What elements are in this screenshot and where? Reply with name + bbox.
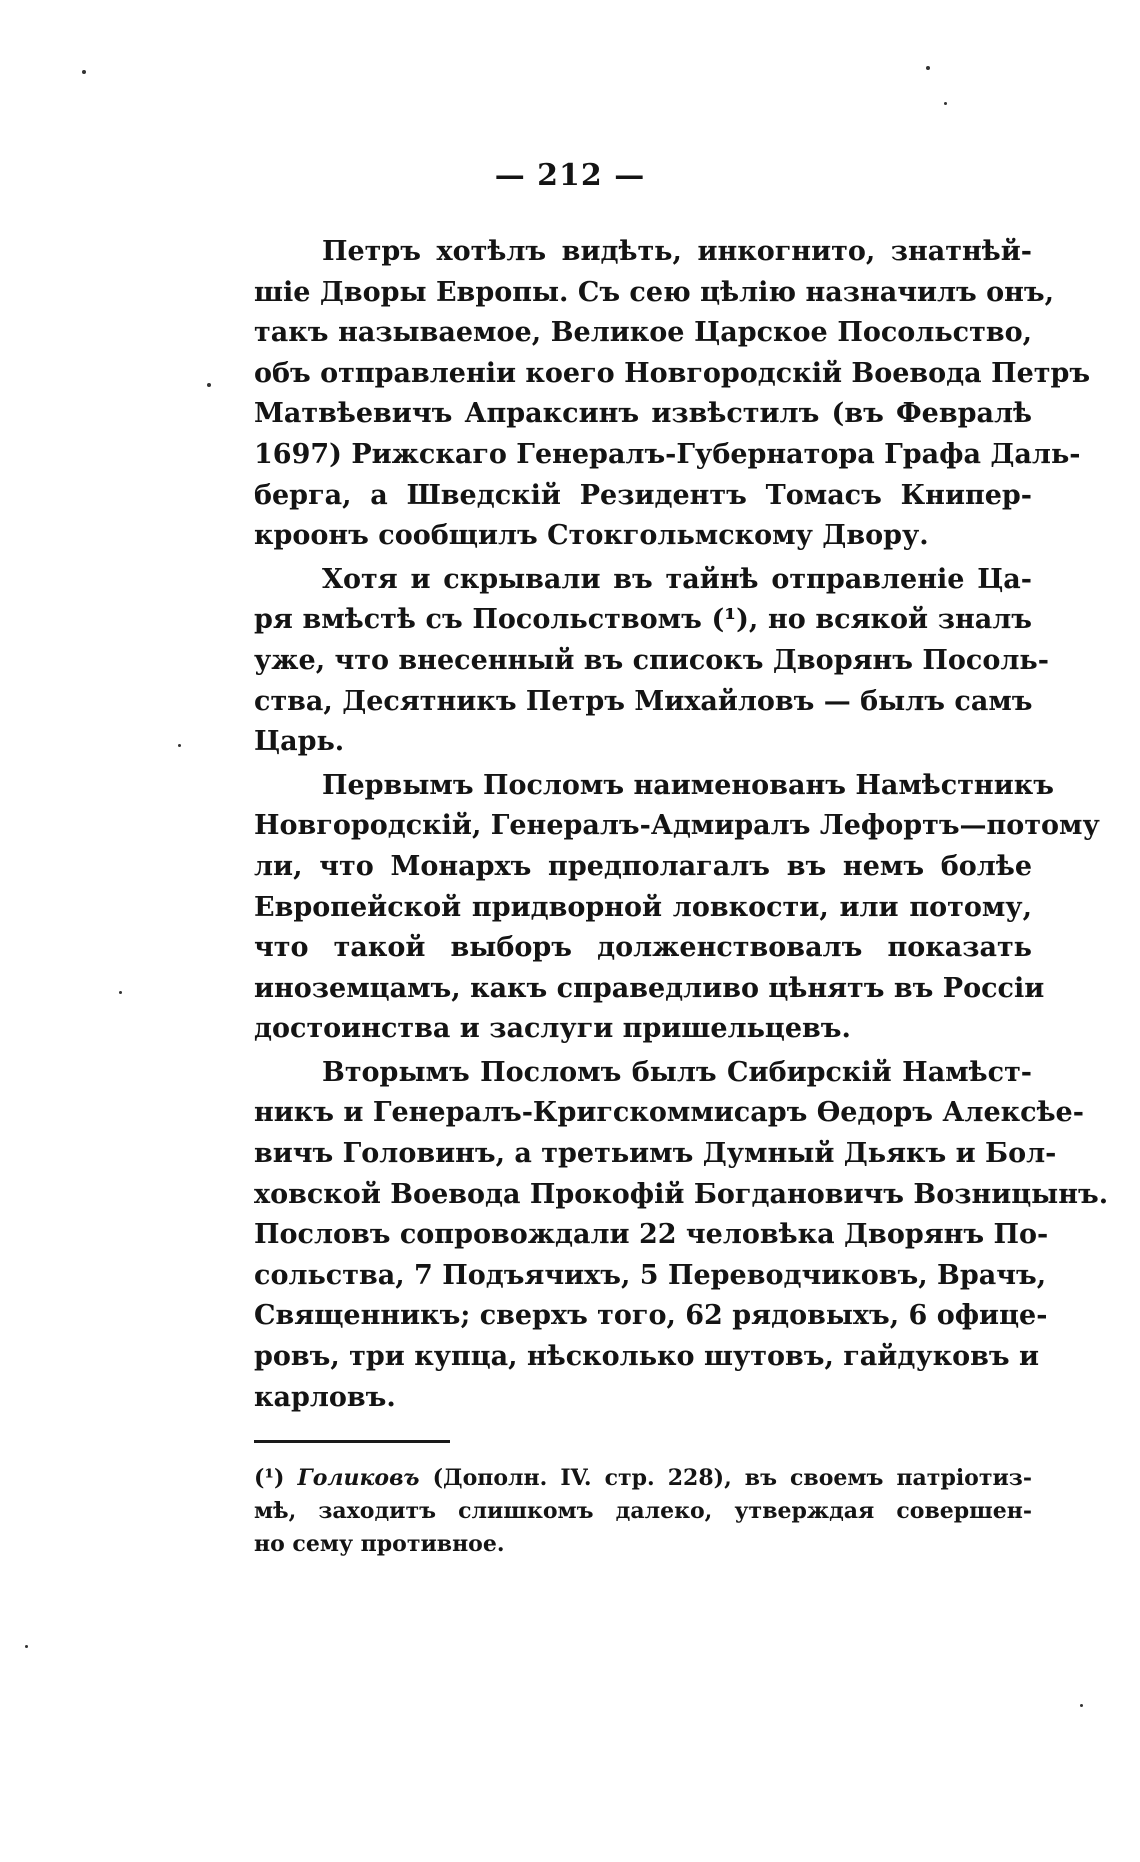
- text-line: Хотя и скрывали въ тайнѣ отправленіе Ца-: [322, 563, 1032, 595]
- paragraph-3: [254, 766, 1100, 1050]
- text-line: Священникъ; сверхъ того, 62 рядовыхъ, 6 офице-: [254, 1300, 1048, 1332]
- scan-speck: [944, 102, 947, 105]
- footnote: [254, 1462, 1032, 1561]
- scan-speck: [82, 70, 86, 74]
- text-line: никъ и Генералъ-Кригскоммисаръ Ѳедоръ Алексѣе-: [254, 1097, 1084, 1129]
- footnote-marker: (¹): [254, 1465, 285, 1491]
- scan-speck: [119, 991, 122, 994]
- text-line: что такой выборъ долженствовалъ показать: [254, 932, 1032, 964]
- footnote-author: Голиковъ: [297, 1465, 420, 1491]
- text-line: кроонъ сообщилъ Стокгольмскому Двору.: [254, 520, 929, 552]
- footnote-line: мѣ, заходитъ слишкомъ далеко, утверждая совершен-: [254, 1498, 1032, 1524]
- text-line: сольства, 7 Подъячихъ, 5 Переводчиковъ, Врачъ,: [254, 1259, 1047, 1291]
- text-line: берга, а Шведскій Резидентъ Томасъ Книпер-: [254, 479, 1032, 511]
- text-line: объ отправленіи коего Новгородскій Воевода Петръ: [254, 357, 1091, 389]
- paragraph-4: [254, 1053, 1109, 1418]
- footnote-text: (Дополн. IV. стр. 228), въ своемъ патріотиз-: [432, 1465, 1032, 1491]
- text-line: достоинства и заслуги пришельцевъ.: [254, 1013, 851, 1045]
- text-line: Вторымъ Посломъ былъ Сибирскій Намѣст-: [322, 1056, 1032, 1088]
- text-line: Пословъ сопровождали 22 человѣка Дворянъ По-: [254, 1219, 1049, 1251]
- paragraph-1: [254, 232, 1091, 557]
- text-line: ства, Десятникъ Петръ Михайловъ — былъ самъ: [254, 685, 1033, 717]
- text-line: ховской Воевода Прокофій Богдановичъ Возницынъ.: [254, 1178, 1109, 1210]
- main-text: [254, 232, 1109, 1418]
- text-line: Петръ хотѣлъ видѣть, инкогнито, знатнѣй-: [322, 236, 1032, 267]
- text-line: 1697) Рижскаго Генералъ-Губернатора Графа Даль-: [254, 438, 1081, 470]
- text-line: иноземцамъ, какъ справедливо цѣнятъ въ Россіи: [254, 972, 1045, 1004]
- text-line: шіе Дворы Европы. Съ сею цѣлію назначилъ онъ,: [254, 276, 1055, 308]
- text-line: ря вмѣстѣ съ Посольствомъ (¹), но всякой зналъ: [254, 604, 1032, 636]
- text-line: ли, что Монархъ предполагалъ въ немъ болѣе: [254, 850, 1032, 882]
- paragraph-2: [254, 560, 1049, 763]
- text-line: вичъ Головинъ, а третьимъ Думный Дьякъ и Бол-: [254, 1138, 1057, 1170]
- text-line: уже, что внесенный въ списокъ Дворянъ Посоль-: [254, 644, 1049, 676]
- text-line: Матвѣевичъ Апраксинъ извѣстилъ (въ Февралѣ: [254, 398, 1032, 430]
- scan-speck: [1080, 1704, 1083, 1707]
- text-line: Европейской придворной ловкости, или потому,: [254, 891, 1032, 923]
- text-line: Новгородскій, Генералъ-Адмиралъ Лефортъ—потому: [254, 810, 1100, 842]
- scan-speck: [207, 383, 211, 387]
- text-line: ровъ, три купца, нѣсколько шутовъ, гайдуковъ и: [254, 1341, 1040, 1373]
- text-line: карловъ.: [254, 1381, 396, 1413]
- text-line: Первымъ Посломъ наименованъ Намѣстникъ: [322, 769, 1054, 801]
- footnote-divider: [254, 1440, 450, 1443]
- text-line: такъ называемое, Великое Царское Посольство,: [254, 317, 1032, 349]
- page-number: — 212 —: [494, 158, 646, 193]
- scan-speck: [178, 744, 181, 747]
- text-line: Царь.: [254, 726, 345, 758]
- scan-speck: [926, 66, 930, 70]
- scan-speck: [25, 1645, 28, 1648]
- footnote-line: [254, 1462, 1032, 1495]
- footnote-line: но сему противное.: [254, 1531, 505, 1557]
